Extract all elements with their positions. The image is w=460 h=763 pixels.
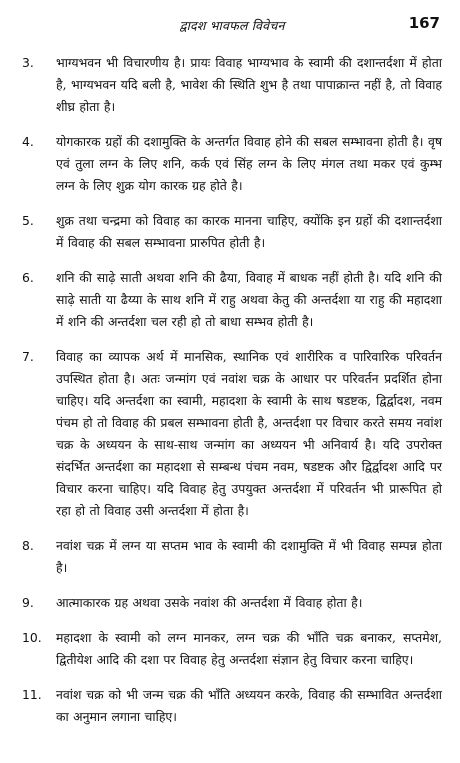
list-item-11 xyxy=(22,684,442,728)
item-number: 5. xyxy=(22,213,34,228)
item-number: 8. xyxy=(22,538,34,553)
list-item-6 xyxy=(22,267,442,333)
list-item-7 xyxy=(22,346,442,522)
item-text: विवाह का व्यापक अर्थ में मानसिक, स्थानिक एवं शारीरिक व पारिवारिक परिवर्तन उपस्थित होता है। अतः जन्मांग एवं नवांश चक्र के आधार पर परिवर्तन प्रदर्शित होना चाहिए। यदि अन्तर्दशा का स्वामी, महादशा के स्वामी के साथ षडष्टक, द्विर्द्वादश, नवम पंचम हो तो विवाह की प्रबल सम्भावना होती है, अन्तर्दशा पर विचार करते समय नवांश चक्र के अध्ययन के साथ-साथ जन्मांग का अध्ययन भी अनिवार्य है। यदि उपरोक्त संदर्भित अन्तर्दशा का महादशा से सम्बन्ध पंचम नवम, षडष्टक और द्विर्द्वादश आदि पर विचार करना चाहिए। यदि विवाह हेतु उपयुक्त अन्तर्दशा में परिवर्तन भी प्रारूपित हो रहा हो तो विवाह उसी अन्तर्दशा में होता है। xyxy=(56,349,442,518)
list-item-9 xyxy=(22,592,442,614)
item-text: शनि की साढ़े साती अथवा शनि की ढैया, विवाह में बाधक नहीं होती है। यदि शनि की साढ़े साती या ढैय्या के साथ शनि में राहु अथवा केतु की अन्तर्दशा या राहु की महादशा में शनि की अन्तर्दशा चल रही हो तो बाधा सम्भव होती है। xyxy=(56,270,442,329)
item-text: महादशा के स्वामी को लग्न मानकर, लग्न चक्र की भाँति चक्र बनाकर, सप्तमेश, द्वितीयेश आदि की दशा पर विवाह हेतु अन्तर्दशा संज्ञान हेतु विचार करना चाहिए। xyxy=(56,630,442,667)
list-item-3 xyxy=(22,52,442,118)
item-text: योगकारक ग्रहों की दशामुक्ति के अन्तर्गत विवाह होने की सबल सम्भावना होती है। वृष एवं तुला लग्न के लिए शनि, कर्क एवं सिंह लग्न के लिए मंगल तथा मकर एवं कुम्भ लग्न के लिए शुक्र योग कारक ग्रह होते है। xyxy=(56,134,442,193)
item-number: 6. xyxy=(22,270,34,285)
item-number: 11. xyxy=(22,687,42,702)
item-number: 4. xyxy=(22,134,34,149)
item-text: शुक्र तथा चन्द्रमा को विवाह का कारक मानना चाहिए, क्योंकि इन ग्रहों की दशान्तर्दशा में विवाह की सबल सम्भावना प्रारुपित होती है। xyxy=(56,213,442,250)
page-number: 167 xyxy=(408,14,440,32)
item-text: नवांश चक्र में लग्न या सप्तम भाव के स्वामी की दशामुक्ति में भी विवाह सम्पन्न होता है। xyxy=(56,538,442,575)
item-text: नवांश चक्र को भी जन्म चक्र की भाँति अध्ययन करके, विवाह की सम्भावित अन्तर्दशा का अनुमान लगाना चाहिए। xyxy=(56,687,442,724)
item-number: 7. xyxy=(22,349,34,364)
item-number: 3. xyxy=(22,55,34,70)
item-number: 10. xyxy=(22,630,42,645)
item-number: 9. xyxy=(22,595,34,610)
numbered-list xyxy=(22,52,442,728)
list-item-5 xyxy=(22,210,442,254)
list-item-10 xyxy=(22,627,442,671)
item-text: भाग्यभवन भी विचारणीय है। प्रायः विवाह भाग्यभाव के स्वामी की दशान्तर्दशा में होता है, भाग्यभवन यदि बली है, भावेश की स्थिति शुभ है तथा पापाक्रान्त नहीं है, तो विवाह शीघ्र होता है। xyxy=(56,55,442,114)
running-title: द्वादश भावफल विवेचन xyxy=(179,18,285,33)
item-text: आत्माकारक ग्रह अथवा उसके नवांश की अन्तर्दशा में विवाह होता है। xyxy=(56,595,363,610)
list-item-8 xyxy=(22,535,442,579)
page-header xyxy=(22,14,442,38)
list-item-4 xyxy=(22,131,442,197)
